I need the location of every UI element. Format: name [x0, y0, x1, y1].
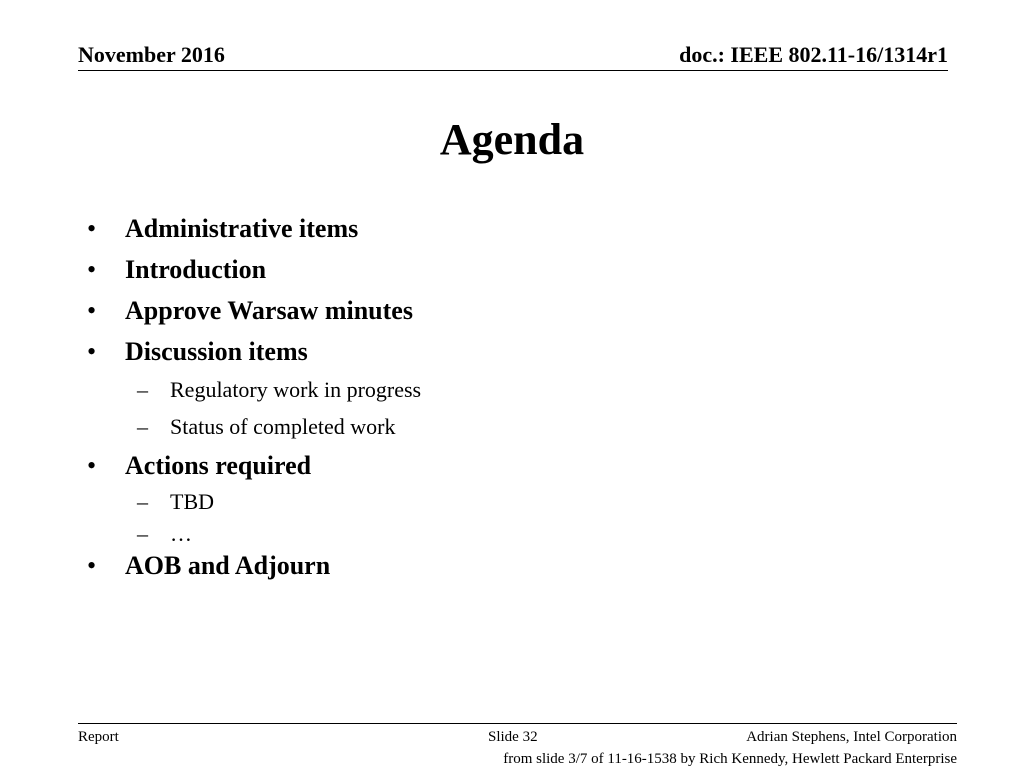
dash-icon: – — [137, 489, 148, 514]
footer-author: Adrian Stephens, Intel Corporation — [746, 729, 957, 745]
agenda-item-label: Discussion items — [125, 337, 308, 366]
footer-slide-number: Slide 32 — [488, 729, 538, 745]
agenda-subitem-label: TBD — [170, 489, 214, 514]
slide-title: Agenda — [439, 115, 585, 164]
bullet-icon: • — [87, 337, 97, 366]
dash-icon: – — [137, 521, 148, 546]
footer-divider — [78, 723, 957, 724]
agenda-item-label: Administrative items — [125, 214, 359, 243]
agenda-item-label: Actions required — [125, 451, 312, 480]
footer-source: from slide 3/7 of 11-16-1538 by Rich Kennedy, Hewlett Packard Enterprise — [503, 751, 957, 767]
footer-left: Report — [78, 729, 119, 745]
bullet-icon: • — [87, 451, 97, 480]
agenda-item-label: Approve Warsaw minutes — [125, 296, 413, 325]
agenda-subitem-label: … — [170, 521, 192, 546]
dash-icon: – — [137, 414, 148, 439]
bullet-icon: • — [87, 214, 97, 243]
agenda-subitem-label: Regulatory work in progress — [170, 377, 422, 402]
dash-icon: – — [137, 377, 148, 402]
agenda-item-label: Introduction — [125, 255, 267, 284]
bullet-icon: • — [87, 551, 97, 580]
header-doc-id: doc.: IEEE 802.11-16/1314r1 — [679, 42, 948, 67]
agenda-item-label: AOB and Adjourn — [125, 551, 331, 580]
bullet-icon: • — [87, 255, 97, 284]
bullet-icon: • — [87, 296, 97, 325]
header-date: November 2016 — [78, 42, 225, 67]
agenda-subitem-label: Status of completed work — [170, 414, 396, 439]
